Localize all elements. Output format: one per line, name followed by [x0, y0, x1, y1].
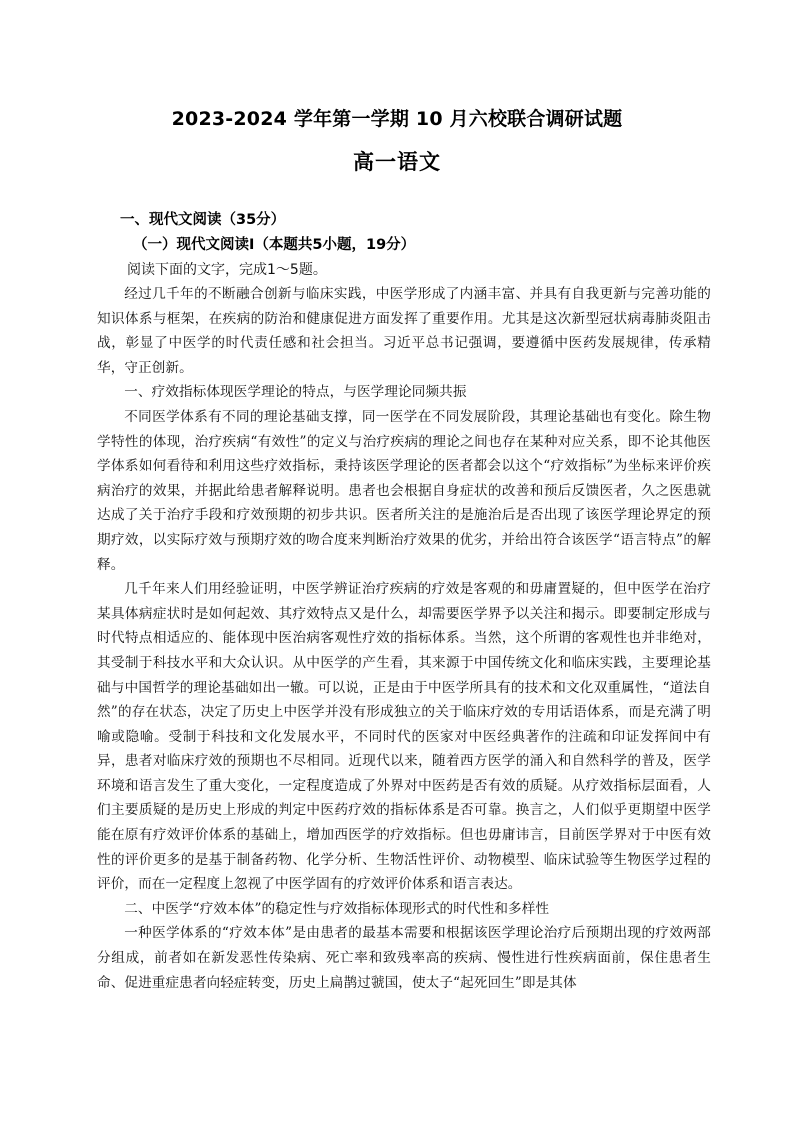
section-heading: 一、现代文阅读（35分）	[120, 212, 286, 228]
passage-subheading: 二、中医学“疗效本体”的稳定性与疗效指标体现形式的时代性和多样性	[124, 900, 550, 917]
exam-subtitle: 高一语文	[353, 150, 441, 174]
paragraph: 一种医学体系的“疗效本体”是由患者的最基本需要和根据该医学理论治疗后预期出现的疗效两部分组成，前者如在新发恶性传染病、死亡率和致残率高的疾病、慢性进行性疾病面前，保住患者生命、促进重症患者向轻症转变，历史上扁鹊过虢国，使太子“起死回生”即是其体	[97, 925, 711, 991]
passage-subheading: 一、疗效指标体现医学理论的特点，与医学理论同频共振	[124, 384, 467, 401]
paragraph: 不同医学体系有不同的理论基础支撑，同一医学在不同发展阶段，其理论基础也有变化。除生物学特性的体现，治疗疾病“有效性”的定义与治疗疾病的理论之间也存在某种对应关系，即不论其他医学体系如何看待和利用这些疗效指标，秉持该医学理论的医者都会以这个“疗效指标”为坐标来评价疾病治疗的效果，并据此给患者解释说明。患者也会根据自身症状的改善和预后反馈医者，久之医患就达成了关于治疗手段和疗效预期的初步共识。医者所关注的是施治后是否出现了该医学理论界定的预期疗效，以实际疗效与预期疗效的吻合度来判断治疗效果的优劣，并给出符合该医学“语言特点”的解释。	[97, 408, 711, 573]
paragraph: 几千年来人们用经验证明，中医学辨证治疗疾病的疗效是客观的和毋庸置疑的，但中医学在治疗某具体病症状时是如何起效、其疗效特点又是什么，却需要医学界予以关注和揭示。即要制定形成与时代特点相适应的、能体现中医治病客观性疗效的指标体系。当然，这个所谓的客观性也并非绝对，其受制于科技水平和大众认识。从中医学的产生看，其来源于中国传统文化和临床实践，主要理论基础与中国哲学的理论基础如出一辙。可以说，正是由于中医学所具有的技术和文化双重属性，“道法自然”的存在状态，决定了历史上中医学并没有形成独立的关于临床疗效的专用话语体系，而是充满了明喻或隐喻。受制于科技和文化发展水平，不同时代的医家对中医经典著作的注疏和印证发挥间中有异，患者对临床疗效的预期也不尽相同。近现代以来，随着西方医学的涌入和自然科学的普及，医学环境和语言发生了重大变化，一定程度造成了外界对中医药是否有效的质疑。从疗效指标层面看，人们主要质疑的是历史上形成的判定中医药疗效的指标体系是否可靠。换言之，人们似乎更期望中医学能在原有疗效评价体系的基础上，增加西医学的疗效指标。但也毋庸讳言，目前医学界对于中医有效性的评价更多的是基于制备药物、化学分析、生物活性评价、动物模型、临床试验等生物医学过程的评价，而在一定程度上忽视了中医学固有的疗效评价体系和语言表达。	[97, 581, 711, 893]
instruction-text: 阅读下面的文字，完成1～5题。	[127, 262, 327, 278]
paragraph: 经过几千年的不断融合创新与临床实践，中医学形成了内涵丰富、并具有自我更新与完善功能的知识体系与框架，在疾病的防治和健康促进方面发挥了重要作用。尤其是这次新型冠状病毒肺炎阻击战，彰显了中医学的时代责任感和社会担当。习近平总书记强调，要遵循中医药发展规律，传承精华，守正创新。	[97, 286, 711, 376]
reading-passage	[97, 282, 711, 995]
subsection-heading: （一）现代文阅读I（本题共5小题，19分）	[133, 237, 416, 253]
exam-title: 2023-2024 学年第一学期 10 月六校联合调研试题	[171, 108, 623, 130]
